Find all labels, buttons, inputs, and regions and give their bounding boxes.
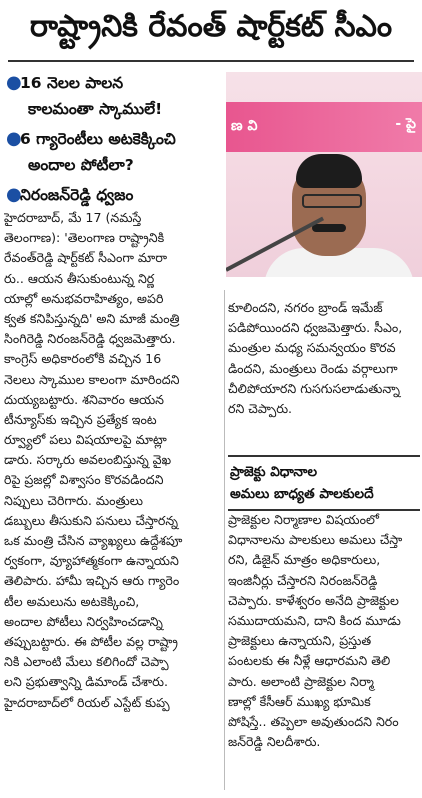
- highlight-item: [6, 70, 224, 122]
- highlight-text: 6 గ్యారెంటీలు అటకెక్కించి: [20, 130, 176, 148]
- article-line: పోషిస్తే.. తప్పెలా అవుతుందని నిరం: [228, 713, 399, 729]
- article-column-right-bottom: [228, 510, 420, 752]
- article-line: ర్వ్యూలో పలు విషయాలపై మాట్లా: [4, 432, 167, 448]
- highlights-list: [6, 70, 224, 208]
- bullet-icon: ●: [6, 128, 22, 149]
- headline-rule: [8, 60, 414, 62]
- article-line: చెప్పారు. కాళేశ్వరం అనేది ప్రాజెక్టుల: [228, 592, 399, 608]
- article-line: విధానాలను పాలకులు అమలు చేస్తా: [228, 532, 403, 548]
- subheading: [228, 455, 420, 511]
- highlight-text: అందాల పోటీలా?: [28, 156, 134, 174]
- article-line: పంటలకు ఈ నీళ్లే ఆధారమని తెలి: [228, 653, 391, 669]
- article-line: క్వత కనిపిస్తున్నది' అని మాజీ మంత్రి: [4, 310, 180, 326]
- article-line: చీలిపోయారని గుసగుసలాడుతున్నా: [228, 380, 401, 396]
- article-column-right-top: [228, 298, 420, 419]
- article-line: రని, డిజైన్ మాత్రం అధికారులు,: [228, 552, 381, 568]
- article-line: రిపై ప్రజల్లో విశ్వాసం కొరవడిందని: [4, 472, 164, 488]
- subheading-rule: [228, 455, 420, 457]
- subheading-text: ప్రాజెక్టు విధానాల: [230, 464, 318, 480]
- subheading-text: అమలు బాధ్యత పాలకులదే: [230, 486, 374, 502]
- highlight-text: కాలమంతా స్కాములే!: [28, 100, 163, 118]
- article-line: డారు. సర్కారు అవలంబిస్తున్న వైఖ: [4, 452, 172, 468]
- bullet-icon: ●: [6, 72, 22, 93]
- article-line: ప్రాజెక్టులు ఉన్నాయని, ప్రస్తుత: [228, 633, 372, 649]
- banner-text: - పై: [395, 116, 416, 132]
- column-divider: [224, 290, 225, 790]
- article-line: రని చెప్పారు.: [228, 400, 293, 416]
- article-line: రేవంత్‌రెడ్డి షార్ట్‌కట్ సీఎంగా మారా: [4, 250, 168, 266]
- article-line: టీల అమలును అటకెక్కించి,: [4, 593, 140, 609]
- article-line: నెలలు స్కాముల కాలంగా మారిందని: [4, 371, 180, 387]
- article-column-left: [4, 208, 222, 713]
- article-line: టీన్యూస్‌కు ఇచ్చిన ప్రత్యేక ఇంట: [4, 411, 157, 427]
- article-line: డబ్బులు తీసుకుని పనులు చేస్తారన్న: [4, 512, 178, 528]
- bullet-icon: ●: [6, 184, 22, 205]
- article-line: కూలిందని, నగరం బ్రాండ్ ఇమేజ్: [228, 300, 383, 315]
- article-line: తప్పుబట్టారు. ఈ పోటీల వల్ల రాష్ట్రా: [4, 633, 178, 649]
- article-line: అందాల పోటీలు నిర్వహించడాన్ని: [4, 613, 163, 629]
- article-line: పారు. అలాంటి ప్రాజెక్టుల నిర్మా: [228, 673, 374, 689]
- banner-text: ణ వి: [231, 118, 258, 134]
- speaker-mustache: [312, 224, 346, 232]
- article-line: ణాల్లో కేసీఆర్ ముఖ్య భూమిక: [228, 693, 371, 709]
- article-line: దుయ్యబట్టారు. శనివారం ఆయన: [4, 391, 165, 407]
- article-line: ఇంజినీర్లు చేస్తారని నిరంజన్‌రెడ్డి: [228, 572, 378, 588]
- article-line: ఒక మంత్రి చేసిన వ్యాఖ్యలు ఉద్దేశపూ: [4, 533, 183, 548]
- article-line: తెలంగాణ): 'తెలంగాణ రాష్ట్రానికి: [4, 230, 165, 246]
- article-line: ప్రాజెక్టుల నిర్మాణాల విషయంలో: [228, 512, 379, 527]
- article-line: తెలిపారు. హామీ ఇచ్చిన ఆరు గ్యారెం: [4, 573, 180, 589]
- article-line: ర్వకంగా, వ్యూహాత్మకంగా ఉన్నాయని: [4, 553, 179, 569]
- highlight-text: నిరంజన్‌రెడ్డి ధ్వజం: [20, 186, 134, 204]
- article-line: రు.. ఆయన తీసుకుంటున్న నిర్ణ: [4, 270, 155, 286]
- article-line: కాంగ్రెస్ అధికారంలోకి వచ్చిన 16: [4, 351, 162, 367]
- highlight-item: [6, 126, 224, 178]
- article-line: సింగిరెడ్డి నిరంజన్‌రెడ్డి ధ్వజమెత్తారు.: [4, 331, 176, 347]
- article-line: లని ప్రభుత్వాన్ని డిమాండ్ చేశారు.: [4, 674, 168, 690]
- article-line: జన్‌రెడ్డి నిలదీశారు.: [228, 734, 321, 750]
- highlight-text: 16 నెలల పాలన: [20, 74, 124, 92]
- article-line: మంత్రుల మధ్య సమన్వయం కొరవ: [228, 340, 396, 356]
- article-line: హైదరాబాద్‌లో రియల్ ఎస్టేట్ కుప్ప: [4, 694, 170, 710]
- article-line: డిందని, మంత్రులు రెండు వర్గాలుగా: [228, 360, 398, 376]
- article-line: హైదరాబాద్, మే 17 (నమస్తే: [4, 210, 142, 225]
- article-line: నికి ఎలాంటి మేలు కలిగిందో చెప్పా: [4, 654, 169, 670]
- speaker-photo: [226, 72, 422, 277]
- speaker-hair: [296, 154, 362, 188]
- article-line: నిప్పులు చెరిగారు. మంత్రులు: [4, 492, 144, 508]
- article-line: సముదాయమని, దాని కింద మూడు: [228, 612, 401, 628]
- headline: రాష్ట్రానికి రేవంత్ షార్ట్‌కట్ సీఎం: [29, 9, 393, 44]
- glasses-icon: [302, 194, 362, 208]
- article-line: యాల్లో అనుభవరాహిత్యం, అపరి: [4, 290, 164, 306]
- article-line: పడిపోయిందని ధ్వజమెత్తారు. సీఎం,: [228, 320, 403, 336]
- highlight-item: [6, 182, 224, 208]
